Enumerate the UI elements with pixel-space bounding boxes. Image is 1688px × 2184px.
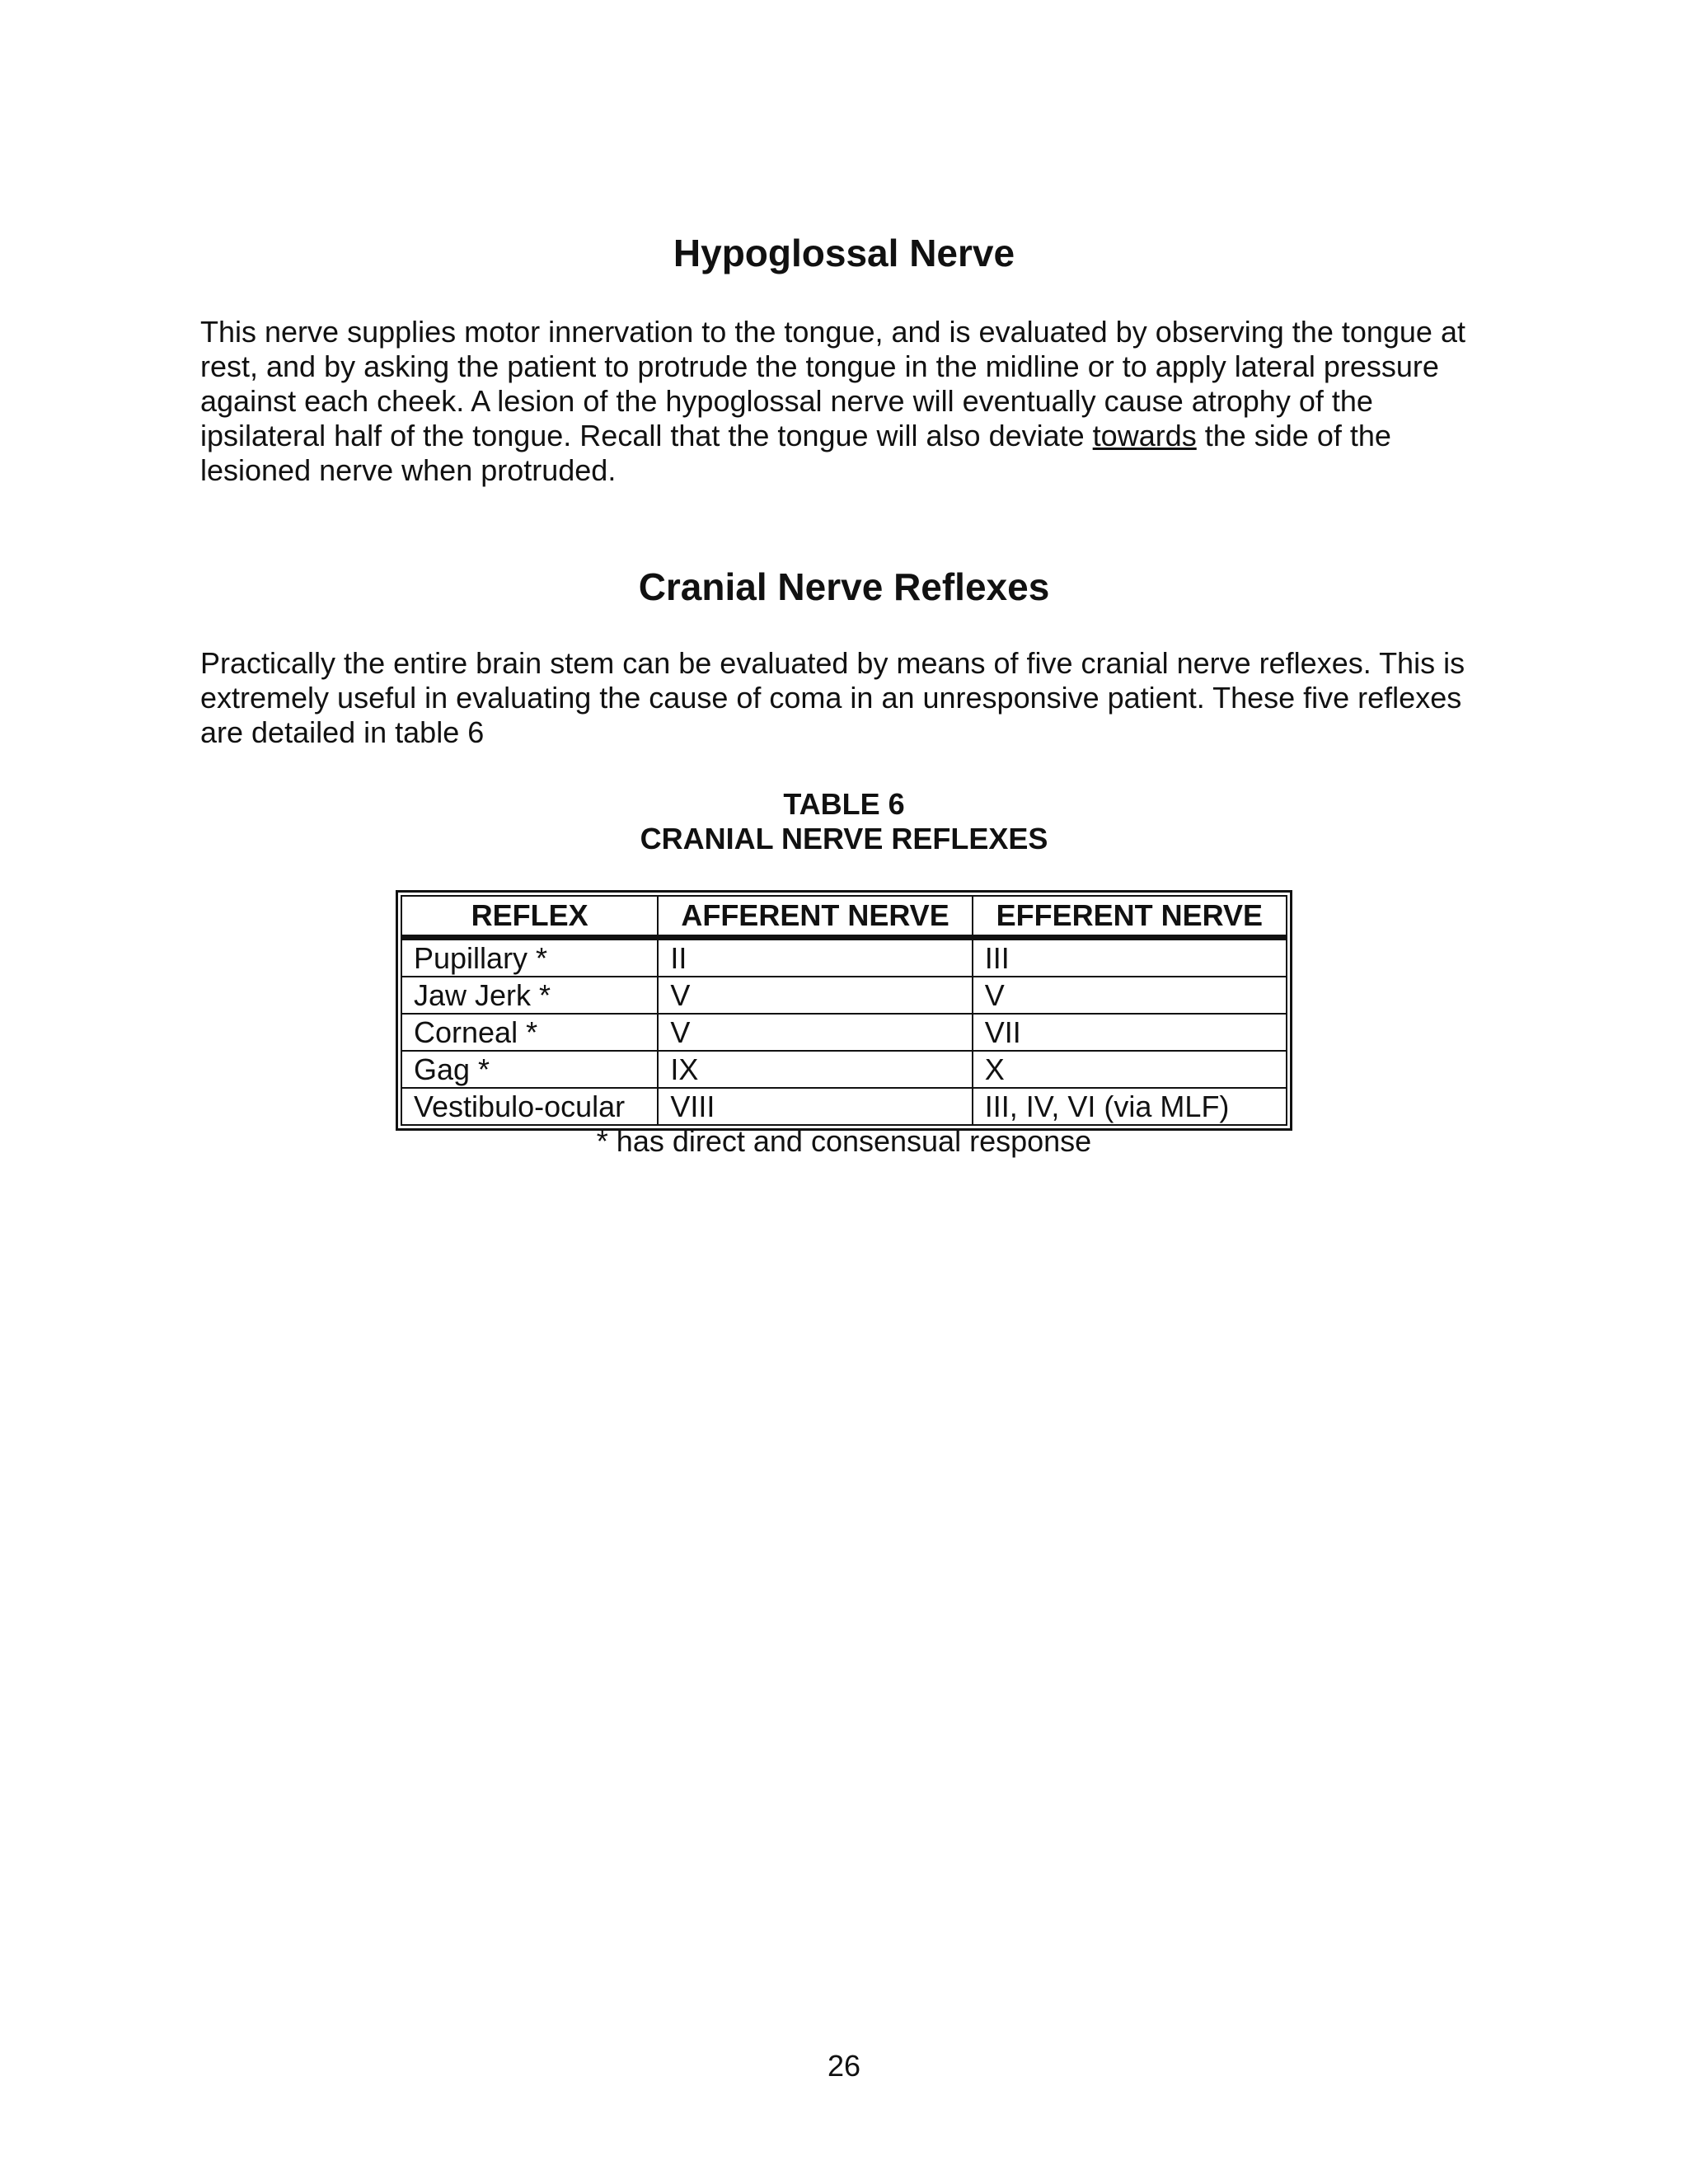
table-title: CRANIAL NERVE REFLEXES (640, 822, 1048, 855)
paragraph-text-after: the side of the lesioned nerve when protruded. (200, 419, 1391, 487)
reflex-table-frame (396, 890, 1292, 1131)
cell-reflex: Pupillary * (401, 938, 658, 977)
cell-afferent: IX (658, 1051, 972, 1088)
underlined-word: towards (1092, 419, 1197, 452)
cell-reflex: Corneal * (401, 1014, 658, 1051)
header-reflex: REFLEX (401, 896, 658, 938)
cell-reflex: Jaw Jerk * (401, 977, 658, 1014)
cell-afferent: V (658, 977, 972, 1014)
table-row (401, 1088, 1287, 1125)
cell-reflex: Gag * (401, 1051, 658, 1088)
table-footnote: * has direct and consensual response (596, 1124, 1092, 1158)
reflex-table (401, 895, 1287, 1126)
section-heading-hypoglossal: Hypoglossal Nerve (673, 232, 1015, 274)
page-number: 26 (827, 2049, 861, 2083)
table-row (401, 1014, 1287, 1051)
table-row (401, 977, 1287, 1014)
table-header-row (401, 896, 1287, 938)
cell-afferent: VIII (658, 1088, 972, 1125)
table-row (401, 1051, 1287, 1088)
cell-efferent: VII (973, 1014, 1287, 1051)
table-number: TABLE 6 (783, 787, 905, 821)
cell-efferent: V (973, 977, 1287, 1014)
table-row (401, 938, 1287, 977)
cell-afferent: II (658, 938, 972, 977)
cell-efferent: III (973, 938, 1287, 977)
cell-afferent: V (658, 1014, 972, 1051)
header-afferent-nerve: AFFERENT NERVE (658, 896, 972, 938)
cranial-reflexes-paragraph: Practically the entire brain stem can be evaluated by means of five cranial nerve reflexes. This is extremely useful in evaluating the cause of coma in an unresponsive patient. These five reflexes are detailed in table 6 (200, 646, 1465, 749)
cell-efferent: III, IV, VI (via MLF) (973, 1088, 1287, 1125)
cell-efferent: X (973, 1051, 1287, 1088)
section-heading-cranial-reflexes: Cranial Nerve Reflexes (638, 565, 1050, 608)
cell-reflex: Vestibulo-ocular (401, 1088, 658, 1125)
hypoglossal-paragraph (200, 315, 1503, 488)
header-efferent-nerve: EFFERENT NERVE (973, 896, 1287, 938)
paragraph-text-before: This nerve supplies motor innervation to the tongue, and is evaluated by observing the tongue at rest, and by asking the patient to protrude the tongue in the midline or to apply lateral pressure against each cheek. A lesion of the hypoglossal nerve will eventually cause atrophy of the ipsilateral half of the tongue. Recall that the tongue will also deviate (200, 315, 1465, 452)
